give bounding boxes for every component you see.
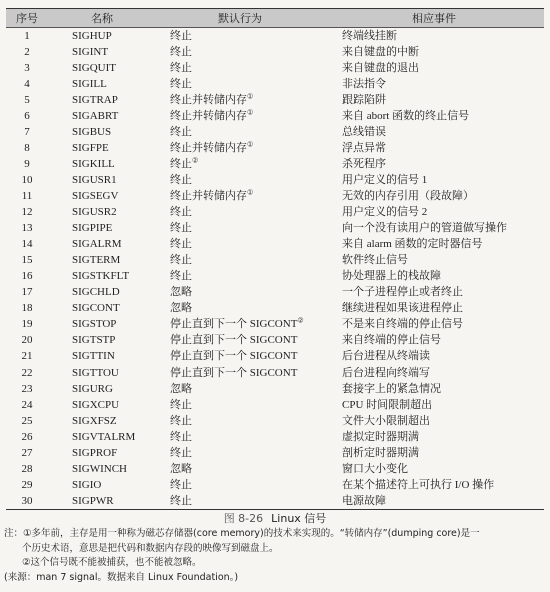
signal-number (6, 493, 48, 510)
table-row (6, 349, 544, 365)
signal-event (324, 76, 544, 92)
signal-name-text: SIGHUP (72, 29, 112, 42)
default-action (156, 381, 324, 397)
signal-number (6, 365, 48, 381)
signal-number (6, 92, 48, 108)
default-action-text: 终止 (170, 77, 192, 90)
signal-name-text: SIGXCPU (72, 398, 120, 411)
signal-number (6, 221, 48, 237)
signal-number-text: 29 (21, 478, 33, 491)
signal-event (324, 445, 544, 461)
signal-event-text: 剖析定时器期满 (342, 446, 419, 459)
signal-event (324, 365, 544, 381)
signal-number-text: 19 (21, 318, 33, 331)
signal-number (6, 60, 48, 76)
signal-name-text: SIGCONT (72, 302, 120, 315)
signal-event (324, 349, 544, 365)
default-action (156, 429, 324, 445)
signal-event (324, 429, 544, 445)
default-action (156, 301, 324, 317)
default-action (156, 60, 324, 76)
signal-event (324, 140, 544, 156)
table-row (6, 172, 544, 188)
signal-name-text: SIGTTOU (72, 366, 119, 379)
table-row (6, 285, 544, 301)
default-action-text: 停止直到下一个 SIGCONT (170, 318, 298, 331)
signal-event-text: 终端线挂断 (342, 29, 397, 42)
signal-event-text: 来自键盘的退出 (342, 61, 419, 74)
signal-event-text: 非法指令 (342, 77, 386, 90)
signal-number (6, 333, 48, 349)
signal-name-text: SIGTRAP (72, 93, 118, 106)
signal-number-text: 8 (24, 141, 30, 154)
signal-event-text: 后台进程从终端读 (342, 350, 430, 363)
signal-name (48, 188, 156, 204)
signal-event-text: 来自 alarm 函数的定时器信号 (342, 238, 483, 251)
table-row (6, 365, 544, 381)
signal-event (324, 188, 544, 204)
table-row (6, 108, 544, 124)
default-action-text: 忽略 (170, 302, 192, 315)
default-action (156, 253, 324, 269)
linux-signals-table (6, 8, 544, 510)
default-action-text: 终止 (170, 238, 192, 251)
table-header-row (6, 9, 544, 28)
table-row (6, 205, 544, 221)
signal-name (48, 333, 156, 349)
signal-name (48, 477, 156, 493)
default-action-text: 停止直到下一个 SIGCONT (170, 350, 298, 363)
signal-number (6, 413, 48, 429)
default-action-text: 终止 (170, 254, 192, 267)
header-name: 名称 (48, 9, 156, 28)
signal-name (48, 140, 156, 156)
signal-number-text: 20 (21, 334, 33, 347)
signal-event (324, 237, 544, 253)
signal-event (324, 221, 544, 237)
signal-number-text: 13 (21, 222, 33, 235)
default-action (156, 28, 324, 45)
signal-event (324, 381, 544, 397)
table-row (6, 188, 544, 204)
default-action (156, 445, 324, 461)
signal-name-text: SIGSTKFLT (72, 270, 130, 283)
signal-name-text: SIGILL (72, 77, 107, 90)
signal-name (48, 76, 156, 92)
signal-event (324, 477, 544, 493)
signal-event-text: 一个子进程停止或者终止 (342, 286, 463, 299)
signal-name (48, 108, 156, 124)
signal-number (6, 381, 48, 397)
signal-event-text: 向一个没有读用户的管道做写操作 (342, 222, 507, 235)
table-row (6, 413, 544, 429)
signal-event (324, 44, 544, 60)
signal-number-text: 15 (21, 254, 33, 267)
footnote-marker: ② (297, 316, 304, 325)
signal-name (48, 461, 156, 477)
default-action-text: 停止直到下一个 SIGCONT (170, 366, 298, 379)
signal-name (48, 301, 156, 317)
figure-number: 图 8-26 (223, 512, 264, 525)
default-action (156, 413, 324, 429)
default-action-text: 终止 (170, 494, 192, 507)
default-action (156, 44, 324, 60)
signal-name (48, 429, 156, 445)
table-row (6, 44, 544, 60)
signal-event-text: 无效的内存引用（段故障） (342, 189, 474, 202)
signal-name (48, 172, 156, 188)
signal-event (324, 205, 544, 221)
default-action-text: 终止 (170, 61, 192, 74)
signal-name-text: SIGQUIT (72, 61, 116, 74)
signal-event-text: 来自键盘的中断 (342, 45, 419, 58)
default-action (156, 108, 324, 124)
table-row (6, 140, 544, 156)
default-action (156, 365, 324, 381)
signal-event-text: 在某个描述符上可执行 I/O 操作 (342, 478, 495, 491)
signal-event (324, 92, 544, 108)
signal-event (324, 461, 544, 477)
signal-name (48, 92, 156, 108)
signal-number (6, 349, 48, 365)
footnote-marker: ① (247, 108, 254, 117)
default-action-text: 忽略 (170, 286, 192, 299)
signal-event-text: 杀死程序 (342, 157, 386, 170)
signal-number-text: 6 (24, 109, 30, 122)
default-action-text: 终止 (170, 125, 192, 138)
signal-event-text: 协处理器上的栈故障 (342, 270, 441, 283)
signal-number-text: 28 (21, 462, 33, 475)
signal-name (48, 156, 156, 172)
default-action (156, 92, 324, 108)
signal-name (48, 221, 156, 237)
signal-event-text: 用户定义的信号 1 (342, 173, 428, 186)
footnote-1: 注：①多年前，主存是用一种称为磁芯存储器(core memory)的技术来实现的。“转储内存”(dumping core)是一 (4, 528, 480, 539)
signal-name (48, 381, 156, 397)
default-action-text: 终止 (170, 270, 192, 283)
signal-event (324, 156, 544, 172)
footnote-marker: ① (247, 140, 254, 149)
default-action-text: 终止并转储内存 (170, 141, 247, 154)
default-action (156, 76, 324, 92)
default-action-text: 终止并转储内存 (170, 109, 247, 122)
signal-number (6, 237, 48, 253)
signal-event-text: 窗口大小变化 (342, 462, 408, 475)
signal-name (48, 349, 156, 365)
signal-event-text: 跟踪陷阱 (342, 93, 386, 106)
signal-number-text: 17 (21, 286, 33, 299)
signal-name-text: SIGPWR (72, 494, 114, 507)
signal-name (48, 60, 156, 76)
signal-event-text: 虚拟定时器期满 (342, 430, 419, 443)
signal-name (48, 205, 156, 221)
header-num: 序号 (6, 9, 48, 28)
signal-name-text: SIGPROF (72, 446, 118, 459)
signal-number-text: 21 (21, 350, 33, 363)
signal-number (6, 28, 48, 45)
signal-event-text: 不是来自终端的停止信号 (342, 318, 463, 331)
default-action (156, 237, 324, 253)
table-row (6, 237, 544, 253)
signal-number-text: 11 (21, 189, 33, 202)
signal-number-text: 10 (21, 173, 33, 186)
signal-number-text: 14 (21, 238, 33, 251)
signal-number-text: 25 (21, 414, 33, 427)
footnotes (4, 527, 544, 585)
signal-number-text: 12 (21, 206, 33, 219)
default-action (156, 397, 324, 413)
signal-name (48, 397, 156, 413)
signal-event-text: 套接字上的紧急情况 (342, 382, 441, 395)
signal-name (48, 237, 156, 253)
default-action (156, 172, 324, 188)
table-row (6, 333, 544, 349)
default-action-text: 终止 (170, 173, 192, 186)
default-action (156, 221, 324, 237)
signal-number-text: 1 (24, 29, 30, 42)
signal-name-text: SIGINT (72, 45, 109, 58)
default-action (156, 140, 324, 156)
signal-name-text: SIGWINCH (72, 462, 127, 475)
signal-number-text: 30 (21, 494, 33, 507)
signal-number-text: 16 (21, 270, 33, 283)
signal-name-text: SIGPIPE (72, 222, 113, 235)
signal-event (324, 108, 544, 124)
signal-number-text: 2 (24, 45, 30, 58)
table-row (6, 429, 544, 445)
signal-event-text: 总线错误 (342, 125, 386, 138)
signal-event (324, 301, 544, 317)
signal-name (48, 365, 156, 381)
default-action (156, 493, 324, 510)
table-row (6, 253, 544, 269)
signal-event-text: CPU 时间限制超出 (342, 398, 433, 411)
signal-name-text: SIGTTIN (72, 350, 115, 363)
signal-name (48, 44, 156, 60)
signal-number-text: 27 (21, 446, 33, 459)
signal-number-text: 3 (24, 61, 30, 74)
table-row (6, 397, 544, 413)
signal-event (324, 413, 544, 429)
signal-name-text: SIGBUS (72, 125, 112, 138)
signal-name-text: SIGALRM (72, 238, 122, 251)
table-row (6, 445, 544, 461)
signal-name-text: SIGXFSZ (72, 414, 117, 427)
signal-number-text: 18 (21, 302, 33, 315)
signal-name-text: SIGKILL (72, 157, 115, 170)
signal-event (324, 493, 544, 510)
table-row (6, 493, 544, 510)
signal-name-text: SIGABRT (72, 109, 119, 122)
signal-name-text: SIGTSTP (72, 334, 116, 347)
signal-number (6, 253, 48, 269)
signal-name-text: SIGVTALRM (72, 430, 136, 443)
signal-event (324, 124, 544, 140)
footnote-2: ②这个信号既不能被捕获，也不能被忽略。 (22, 557, 202, 568)
signal-name-text: SIGUSR1 (72, 173, 117, 186)
signal-name-text: SIGSEGV (72, 189, 119, 202)
signal-event (324, 397, 544, 413)
signal-number (6, 301, 48, 317)
signal-event (324, 253, 544, 269)
signal-event (324, 317, 544, 333)
signal-event-text: 来自终端的停止信号 (342, 334, 441, 347)
signal-event (324, 285, 544, 301)
signal-number (6, 269, 48, 285)
table-row (6, 381, 544, 397)
footnote-1-continued: 个历史术语，意思是把代码和数据内存段的映像写到磁盘上。 (22, 542, 279, 554)
signal-event-text: 浮点异常 (342, 141, 386, 154)
default-action-text: 停止直到下一个 SIGCONT (170, 334, 298, 347)
signal-name (48, 445, 156, 461)
table-row (6, 269, 544, 285)
signal-name-text: SIGURG (72, 382, 113, 395)
table-row (6, 60, 544, 76)
signal-number (6, 461, 48, 477)
default-action-text: 终止 (170, 157, 192, 170)
signal-number-text: 9 (24, 157, 30, 170)
signal-event (324, 28, 544, 45)
signal-name (48, 493, 156, 510)
signal-number (6, 445, 48, 461)
default-action (156, 349, 324, 365)
default-action-text: 忽略 (170, 382, 192, 395)
signal-number (6, 205, 48, 221)
default-action (156, 317, 324, 333)
table-body (6, 28, 544, 510)
signal-number (6, 76, 48, 92)
default-action (156, 188, 324, 204)
default-action-text: 终止 (170, 414, 192, 427)
default-action-text: 终止并转储内存 (170, 189, 247, 202)
default-action-text: 终止 (170, 206, 192, 219)
signal-name (48, 124, 156, 140)
signal-event-text: 用户定义的信号 2 (342, 206, 428, 219)
default-action-text: 终止并转储内存 (170, 93, 247, 106)
signal-number (6, 285, 48, 301)
signal-event-text: 继续进程如果该进程停止 (342, 302, 463, 315)
default-action-text: 终止 (170, 222, 192, 235)
signal-event-text: 来自 abort 函数的终止信号 (342, 109, 470, 122)
signal-number-text: 22 (21, 366, 33, 379)
footnote-marker: ② (192, 156, 199, 165)
table-row (6, 301, 544, 317)
default-action (156, 205, 324, 221)
signal-number-text: 5 (24, 93, 30, 106)
default-action-text: 终止 (170, 430, 192, 443)
signal-number-text: 7 (24, 125, 30, 138)
signal-event (324, 333, 544, 349)
table-row (6, 461, 544, 477)
signal-event-text: 文件大小限制超出 (342, 414, 430, 427)
signal-name (48, 317, 156, 333)
signal-event-text: 软件终止信号 (342, 254, 408, 267)
signal-event (324, 60, 544, 76)
signal-event (324, 172, 544, 188)
table-row (6, 124, 544, 140)
signal-event (324, 269, 544, 285)
default-action-text: 终止 (170, 478, 192, 491)
table-row (6, 221, 544, 237)
default-action (156, 285, 324, 301)
default-action (156, 269, 324, 285)
signal-number (6, 397, 48, 413)
signal-event-text: 后台进程向终端写 (342, 366, 430, 379)
signal-name-text: SIGUSR2 (72, 206, 117, 219)
signal-name-text: SIGCHLD (72, 286, 120, 299)
signal-name-text: SIGTERM (72, 254, 121, 267)
signal-name (48, 413, 156, 429)
signal-number (6, 140, 48, 156)
signal-name-text: SIGSTOP (72, 318, 117, 331)
table-row (6, 477, 544, 493)
signal-number-text: 23 (21, 382, 33, 395)
signal-number (6, 429, 48, 445)
signal-number (6, 156, 48, 172)
table-row (6, 28, 544, 45)
footnote-marker: ① (247, 188, 254, 197)
default-action (156, 461, 324, 477)
signal-number-text: 26 (21, 430, 33, 443)
signal-name-text: SIGIO (72, 478, 102, 491)
footnote-marker: ① (247, 92, 254, 101)
default-action (156, 156, 324, 172)
signal-name (48, 269, 156, 285)
default-action (156, 477, 324, 493)
signal-number (6, 44, 48, 60)
signal-name-text: SIGFPE (72, 141, 109, 154)
default-action (156, 333, 324, 349)
signal-number (6, 317, 48, 333)
default-action (156, 124, 324, 140)
signal-number (6, 188, 48, 204)
table-row (6, 317, 544, 333)
figure-caption (0, 510, 550, 526)
signal-number (6, 108, 48, 124)
table-row (6, 76, 544, 92)
default-action-text: 终止 (170, 29, 192, 42)
table-row (6, 92, 544, 108)
header-event: 相应事件 (324, 9, 544, 28)
signal-number-text: 4 (24, 77, 30, 90)
signal-event-text: 电源故障 (342, 494, 386, 507)
signal-number (6, 172, 48, 188)
signal-name (48, 253, 156, 269)
figure-title: Linux 信号 (271, 512, 327, 525)
default-action-text: 终止 (170, 446, 192, 459)
signal-number (6, 124, 48, 140)
default-action-text: 终止 (170, 45, 192, 58)
signal-number (6, 477, 48, 493)
source-note: (来源：man 7 signal。数据来自 Linux Foundation。) (4, 571, 239, 583)
table-row (6, 156, 544, 172)
signal-name (48, 285, 156, 301)
signal-name (48, 28, 156, 45)
header-default-action: 默认行为 (156, 9, 324, 28)
default-action-text: 终止 (170, 398, 192, 411)
signal-number-text: 24 (21, 398, 33, 411)
default-action-text: 忽略 (170, 462, 192, 475)
